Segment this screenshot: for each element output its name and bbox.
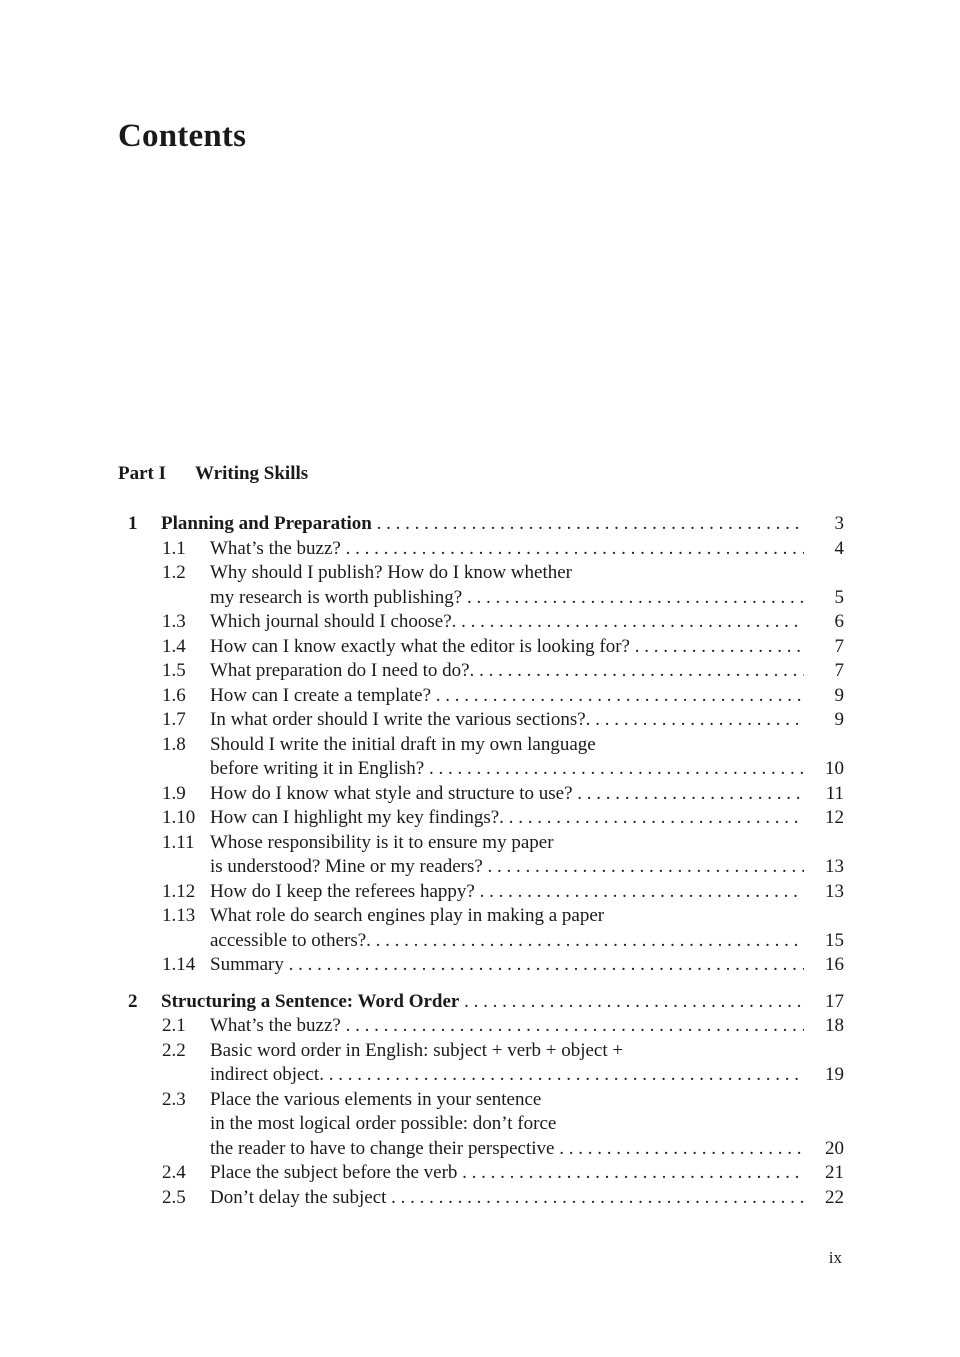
- page-folio: ix: [828, 1248, 842, 1267]
- section-title: How can I know exactly what the editor is looking for? . . .: [210, 635, 804, 660]
- section-title: How do I keep the referees happy? . . .: [210, 880, 804, 905]
- chapter-title: Planning and Preparation . . .: [161, 512, 804, 537]
- section-number: 2.5: [162, 1186, 186, 1208]
- section-title: in the most logical order possible: don’t force: [210, 1113, 557, 1134]
- section-page-number: 18: [825, 1015, 844, 1036]
- section-number: 2.1: [162, 1015, 186, 1036]
- section-page-number: 10: [825, 758, 844, 779]
- section-title: is understood? Mine or my readers? . . .: [210, 855, 804, 880]
- toc-entry-line[interactable]: [118, 806, 844, 831]
- chapter-title: Structuring a Sentence: Word Order . . .: [161, 990, 804, 1015]
- toc-entry-line[interactable]: [118, 855, 844, 880]
- toc-chapter-heading[interactable]: [118, 990, 844, 1015]
- toc-chapter: [118, 990, 844, 1211]
- toc-entry-line[interactable]: [118, 904, 844, 929]
- section-number: 1.12: [162, 880, 196, 902]
- toc-entry-line[interactable]: [118, 1014, 844, 1039]
- section-page-number: 13: [825, 856, 844, 877]
- toc-entry-line[interactable]: [118, 880, 844, 905]
- toc-chapter-heading[interactable]: [118, 512, 844, 537]
- section-title: Place the subject before the verb . . .: [210, 1161, 804, 1186]
- section-title: Summary . . .: [210, 953, 804, 978]
- section-title: How do I know what style and structure to use? . . .: [210, 782, 804, 807]
- toc-entry-line[interactable]: [118, 1112, 844, 1137]
- toc-entry-line[interactable]: [118, 537, 844, 562]
- toc-entry-line[interactable]: [118, 659, 844, 684]
- section-title: Don’t delay the subject . . .: [210, 1186, 804, 1211]
- toc-entry-line[interactable]: [118, 1088, 844, 1113]
- section-number: 1.1: [162, 537, 186, 559]
- table-of-contents: [118, 512, 844, 1222]
- section-number: 1.14: [162, 954, 196, 975]
- part-label: Part I: [118, 463, 167, 484]
- section-page-number: 6: [834, 611, 844, 632]
- section-title: How can I create a template? . . .: [210, 684, 804, 709]
- toc-entry-line[interactable]: [118, 1137, 844, 1162]
- section-title: Whose responsibility is it to ensure my paper: [210, 831, 554, 853]
- section-title: Should I write the initial draft in my own language: [210, 733, 596, 755]
- toc-entry-line[interactable]: [118, 782, 844, 807]
- section-number: 1.3: [162, 611, 186, 632]
- toc-entry-line[interactable]: [118, 757, 844, 782]
- section-number: 1.8: [162, 733, 186, 755]
- section-page-number: 13: [825, 880, 844, 902]
- section-number: 2.2: [162, 1039, 186, 1061]
- toc-entry-line[interactable]: [118, 929, 844, 954]
- section-number: 1.5: [162, 660, 186, 681]
- toc-entry-line[interactable]: [118, 561, 844, 586]
- section-number: 2.4: [162, 1162, 186, 1183]
- chapter-page-number: 3: [834, 513, 844, 534]
- section-page-number: 11: [825, 782, 844, 804]
- chapter-page-number: 17: [825, 990, 844, 1012]
- section-title: In what order should I write the various sections?. . . .: [210, 708, 804, 733]
- section-title: Which journal should I choose?. . . .: [210, 610, 804, 635]
- section-title: my research is worth publishing? . . .: [210, 586, 804, 611]
- section-page-number: 5: [834, 586, 844, 608]
- section-number: 1.10: [162, 807, 196, 828]
- section-page-number: 7: [834, 635, 844, 657]
- section-page-number: 7: [834, 660, 844, 681]
- section-number: 1.7: [162, 709, 186, 730]
- section-number: 1.4: [162, 635, 186, 657]
- toc-chapter: [118, 512, 844, 978]
- section-title: What role do search engines play in making a paper: [210, 905, 605, 926]
- toc-entry-line[interactable]: [118, 831, 844, 856]
- section-page-number: 21: [825, 1162, 844, 1183]
- toc-entry-line[interactable]: [118, 635, 844, 660]
- toc-entry-line[interactable]: [118, 684, 844, 709]
- part-title: Writing Skills: [195, 463, 309, 484]
- toc-entry-line[interactable]: [118, 1063, 844, 1088]
- section-title: accessible to others?. . . .: [210, 929, 804, 954]
- section-title: What’s the buzz? . . .: [210, 537, 804, 562]
- section-title: What’s the buzz? . . .: [210, 1014, 804, 1039]
- section-page-number: 20: [825, 1137, 844, 1159]
- section-title: Basic word order in English: subject + verb + object +: [210, 1039, 624, 1061]
- part-heading: [118, 463, 308, 485]
- toc-entry-line[interactable]: [118, 733, 844, 758]
- section-page-number: 4: [834, 537, 844, 559]
- section-title: the reader to have to change their perspective . . .: [210, 1137, 804, 1162]
- section-page-number: 9: [834, 684, 844, 706]
- section-number: 1.2: [162, 562, 186, 583]
- section-title: Place the various elements in your sentence: [210, 1088, 542, 1110]
- section-title: indirect object. . . .: [210, 1063, 804, 1088]
- chapter-number: 1: [128, 513, 138, 534]
- toc-entry-line[interactable]: [118, 586, 844, 611]
- section-title: What preparation do I need to do?. . . .: [210, 659, 804, 684]
- section-title: Why should I publish? How do I know whether: [210, 562, 573, 583]
- section-page-number: 22: [825, 1186, 844, 1208]
- page-title: Contents: [118, 118, 247, 154]
- section-page-number: 9: [834, 709, 844, 730]
- toc-entry-line[interactable]: [118, 1186, 844, 1211]
- section-page-number: 16: [825, 954, 844, 975]
- section-page-number: 15: [825, 929, 844, 951]
- chapter-number: 2: [128, 990, 138, 1012]
- section-title: How can I highlight my key findings?. . . .: [210, 806, 804, 831]
- section-number: 1.6: [162, 684, 186, 706]
- toc-entry-line[interactable]: [118, 953, 844, 978]
- toc-entry-line[interactable]: [118, 610, 844, 635]
- section-number: 1.13: [162, 905, 196, 926]
- toc-entry-line[interactable]: [118, 708, 844, 733]
- toc-entry-line[interactable]: [118, 1039, 844, 1064]
- section-title: before writing it in English? . . .: [210, 757, 804, 782]
- section-page-number: 19: [825, 1064, 844, 1085]
- toc-entry-line[interactable]: [118, 1161, 844, 1186]
- section-page-number: 12: [825, 807, 844, 828]
- section-number: 2.3: [162, 1088, 186, 1110]
- section-number: 1.11: [162, 831, 195, 853]
- section-number: 1.9: [162, 782, 186, 804]
